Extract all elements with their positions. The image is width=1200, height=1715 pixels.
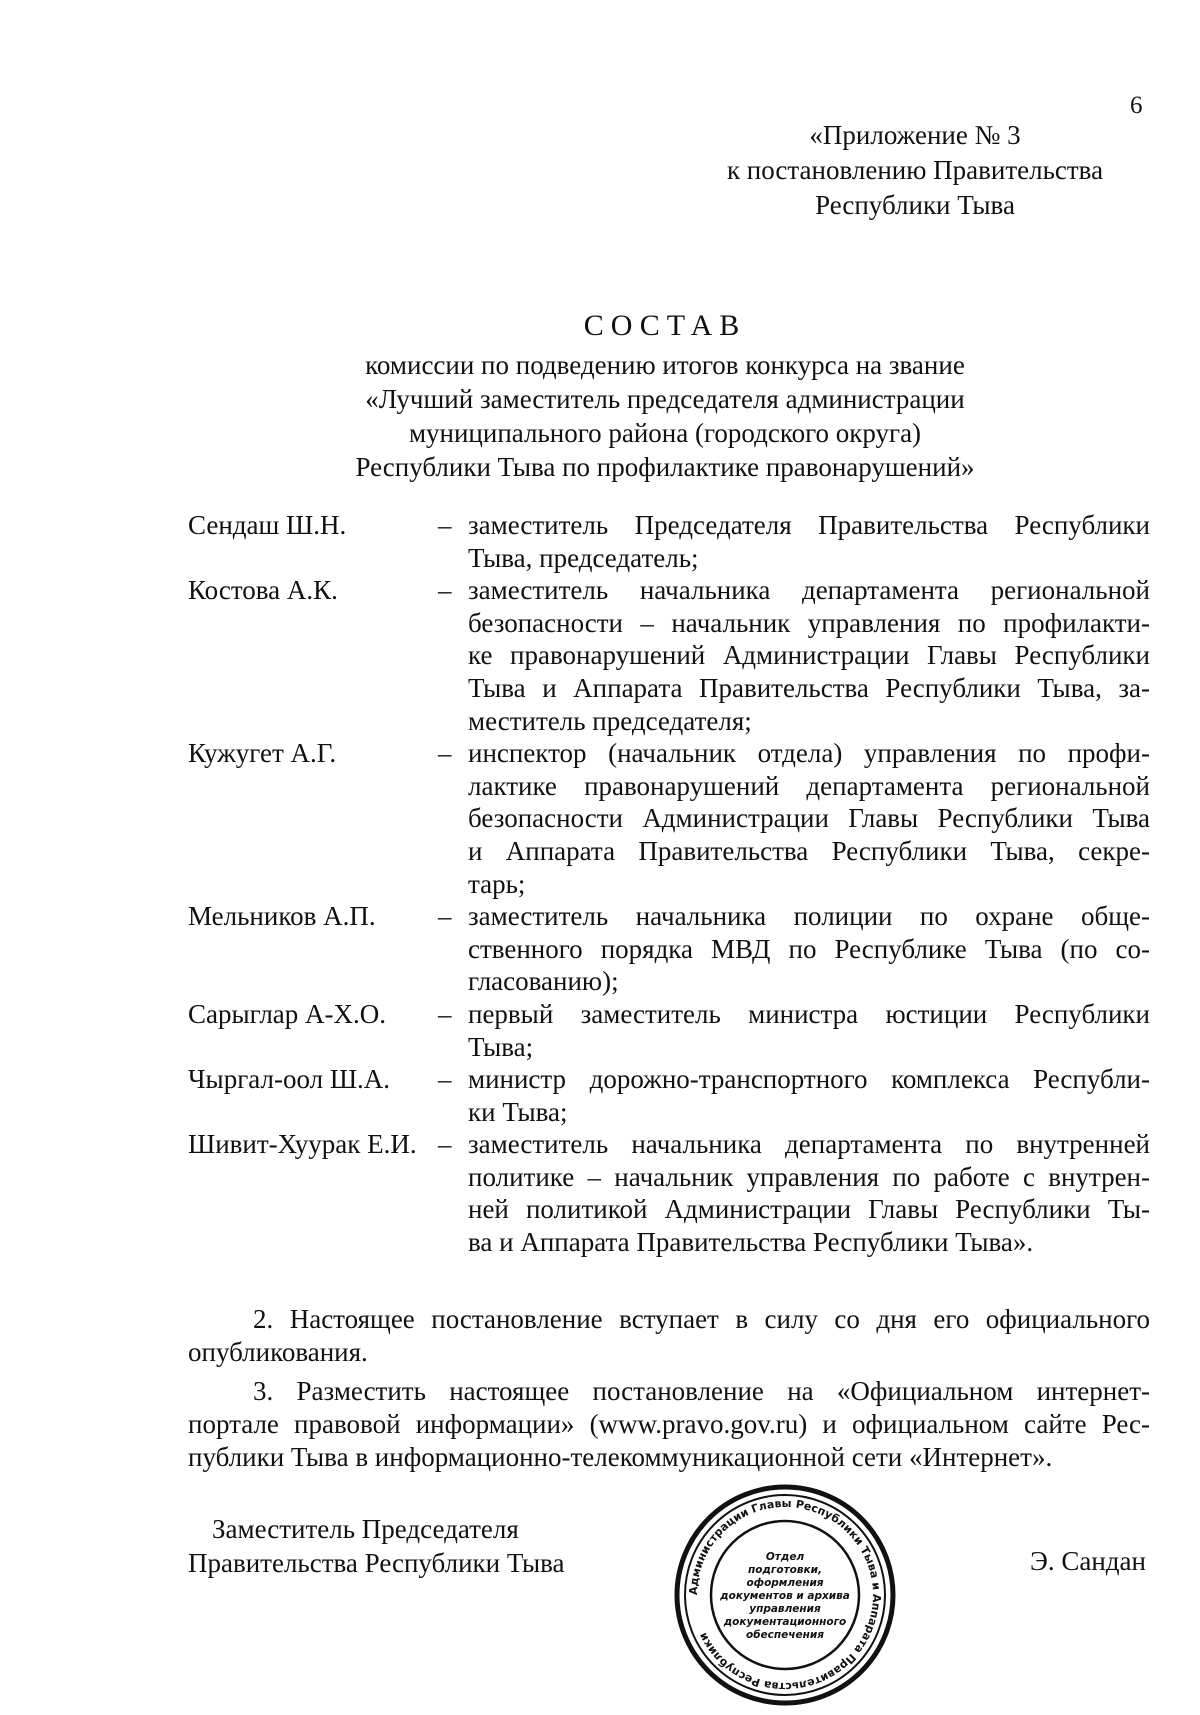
appendix-line: «Приложение № 3 [809, 120, 1021, 150]
paragraph-line: 2. Настоящее постановление вступает в силу со дня его официального [253, 1304, 1150, 1334]
member-name: Кужугет А.Г. [188, 738, 337, 769]
member-role-line: тарь; [468, 868, 526, 899]
subtitle-line: Республики Тыва по профилактике правонарушений» [355, 452, 975, 482]
member-role-line: ней политикой Администрации Главы Республики Ты- [468, 1194, 1150, 1225]
paragraph-line: 3. Разместить настоящее постановление на «Официальном интернет- [253, 1376, 1150, 1406]
signatory-position-line: Заместитель Председателя [212, 1514, 519, 1544]
member-name: Сендаш Ш.Н. [188, 510, 347, 540]
signatory-position [188, 1512, 565, 1580]
member-row [188, 509, 1150, 574]
paragraph-line: портале правовой информации» (www.pravo.gov.ru) и официальном сайте Рес- [188, 1409, 1150, 1439]
appendix-line: к постановлению Правительства [726, 155, 1104, 185]
member-row [188, 1128, 1150, 1258]
stamp-outer-text: Администрации Главы Республики Тыва и Аппарата Правительства Республики [686, 1496, 884, 1694]
member-role-line: заместитель начальника департамента региональной [468, 575, 1150, 606]
member-dash: – [438, 1129, 452, 1160]
member-name: Чыргал-оол Ш.А. [188, 1064, 391, 1095]
member-row [188, 900, 1150, 998]
member-role-line: безопасности Администрации Главы Республики Тыва [468, 803, 1150, 834]
member-role [468, 737, 1150, 900]
member-role-line: заместитель начальника департамента по внутренней [468, 1129, 1150, 1160]
member-role-line: меститель председателя; [468, 705, 752, 736]
stamp-inner-line: документов и архива [720, 1590, 850, 1602]
member-role [468, 1128, 1150, 1258]
subtitle-line: комиссии по подведению итогов конкурса на звание [365, 350, 965, 380]
commission-members-list [188, 509, 1150, 1259]
member-role [468, 900, 1150, 998]
member-role-line: и Аппарата Правительства Республики Тыва, секре- [468, 835, 1150, 866]
paragraph-line: опубликования. [188, 1337, 368, 1367]
member-role-line: ке правонарушений Администрации Главы Республики [468, 640, 1150, 671]
subtitle-line: «Лучший заместитель председателя администрации [365, 384, 965, 414]
member-role-line: гласованию); [468, 966, 619, 997]
member-name: Шивит-Хуурак Е.И. [188, 1129, 417, 1160]
member-role-line: ки Тыва; [468, 1096, 568, 1127]
member-role [468, 1063, 1150, 1128]
official-stamp [670, 1480, 900, 1710]
member-role-line: ственного порядка МВД по Республике Тыва (по со- [468, 933, 1150, 964]
member-role-line: Тыва, председатель; [468, 542, 699, 573]
member-role-line: Тыва и Аппарата Правительства Республики Тыва, за- [468, 672, 1150, 703]
member-role-line: ва и Аппарата Правительства Республики Тыва». [468, 1227, 1034, 1258]
member-role-line: Тыва; [468, 1031, 534, 1062]
member-dash: – [438, 1064, 452, 1095]
member-row [188, 574, 1150, 737]
stamp-inner-line: Отдел [765, 1551, 805, 1563]
member-role [468, 998, 1150, 1063]
member-dash: – [438, 575, 452, 606]
member-row [188, 1063, 1150, 1128]
member-row [188, 998, 1150, 1063]
member-role-line: безопасности – начальник управления по профилакти- [468, 607, 1150, 638]
stamp-inner-line: обеспечения [746, 1629, 824, 1641]
member-name: Мельников А.П. [188, 901, 376, 932]
resolution-paragraph [188, 1375, 1150, 1474]
member-role-line: первый заместитель министра юстиции Республики [468, 998, 1150, 1029]
stamp-inner-line: подготовки, [747, 1564, 823, 1576]
member-role-line: заместитель Председателя Правительства Республики [468, 510, 1150, 540]
member-dash: – [438, 901, 452, 932]
signatory-position-line: Правительства Республики Тыва [188, 1548, 565, 1578]
title-block [180, 306, 1150, 484]
member-name: Сарыглар А-Х.О. [188, 998, 387, 1029]
signatory-name: Э. Сандан [1030, 1546, 1146, 1576]
member-dash: – [438, 738, 452, 769]
document-title: СОСТАВ [583, 309, 747, 342]
resolution-paragraphs [188, 1303, 1150, 1480]
member-role-line: министр дорожно-транспортного комплекса Республи- [468, 1064, 1150, 1095]
member-role [468, 509, 1150, 574]
member-row [188, 737, 1150, 900]
stamp-inner-line: оформления [746, 1577, 824, 1589]
member-role-line: лактике правонарушений департамента региональной [468, 770, 1150, 801]
member-role-line: заместитель начальника полиции по охране обще- [468, 901, 1150, 932]
stamp-inner-line: документационного [723, 1616, 847, 1628]
appendix-line: Республики Тыва [815, 190, 1015, 220]
resolution-paragraph [188, 1303, 1150, 1369]
member-role [468, 574, 1150, 737]
page-number: 6 [1130, 92, 1143, 119]
member-role-line: инспектор (начальник отдела) управления по профи- [468, 738, 1150, 769]
member-dash: – [438, 510, 452, 540]
stamp-inner-line: управления [749, 1603, 821, 1615]
member-role-line: политике – начальник управления по работе с внутрен- [468, 1161, 1150, 1192]
member-name: Костова А.К. [188, 575, 338, 606]
paragraph-line: публики Тыва в информационно-телекоммуникационной сети «Интернет». [188, 1442, 1053, 1472]
member-dash: – [438, 998, 452, 1029]
appendix-header [700, 118, 1130, 223]
subtitle-line: муниципального района (городского округа) [408, 418, 922, 448]
